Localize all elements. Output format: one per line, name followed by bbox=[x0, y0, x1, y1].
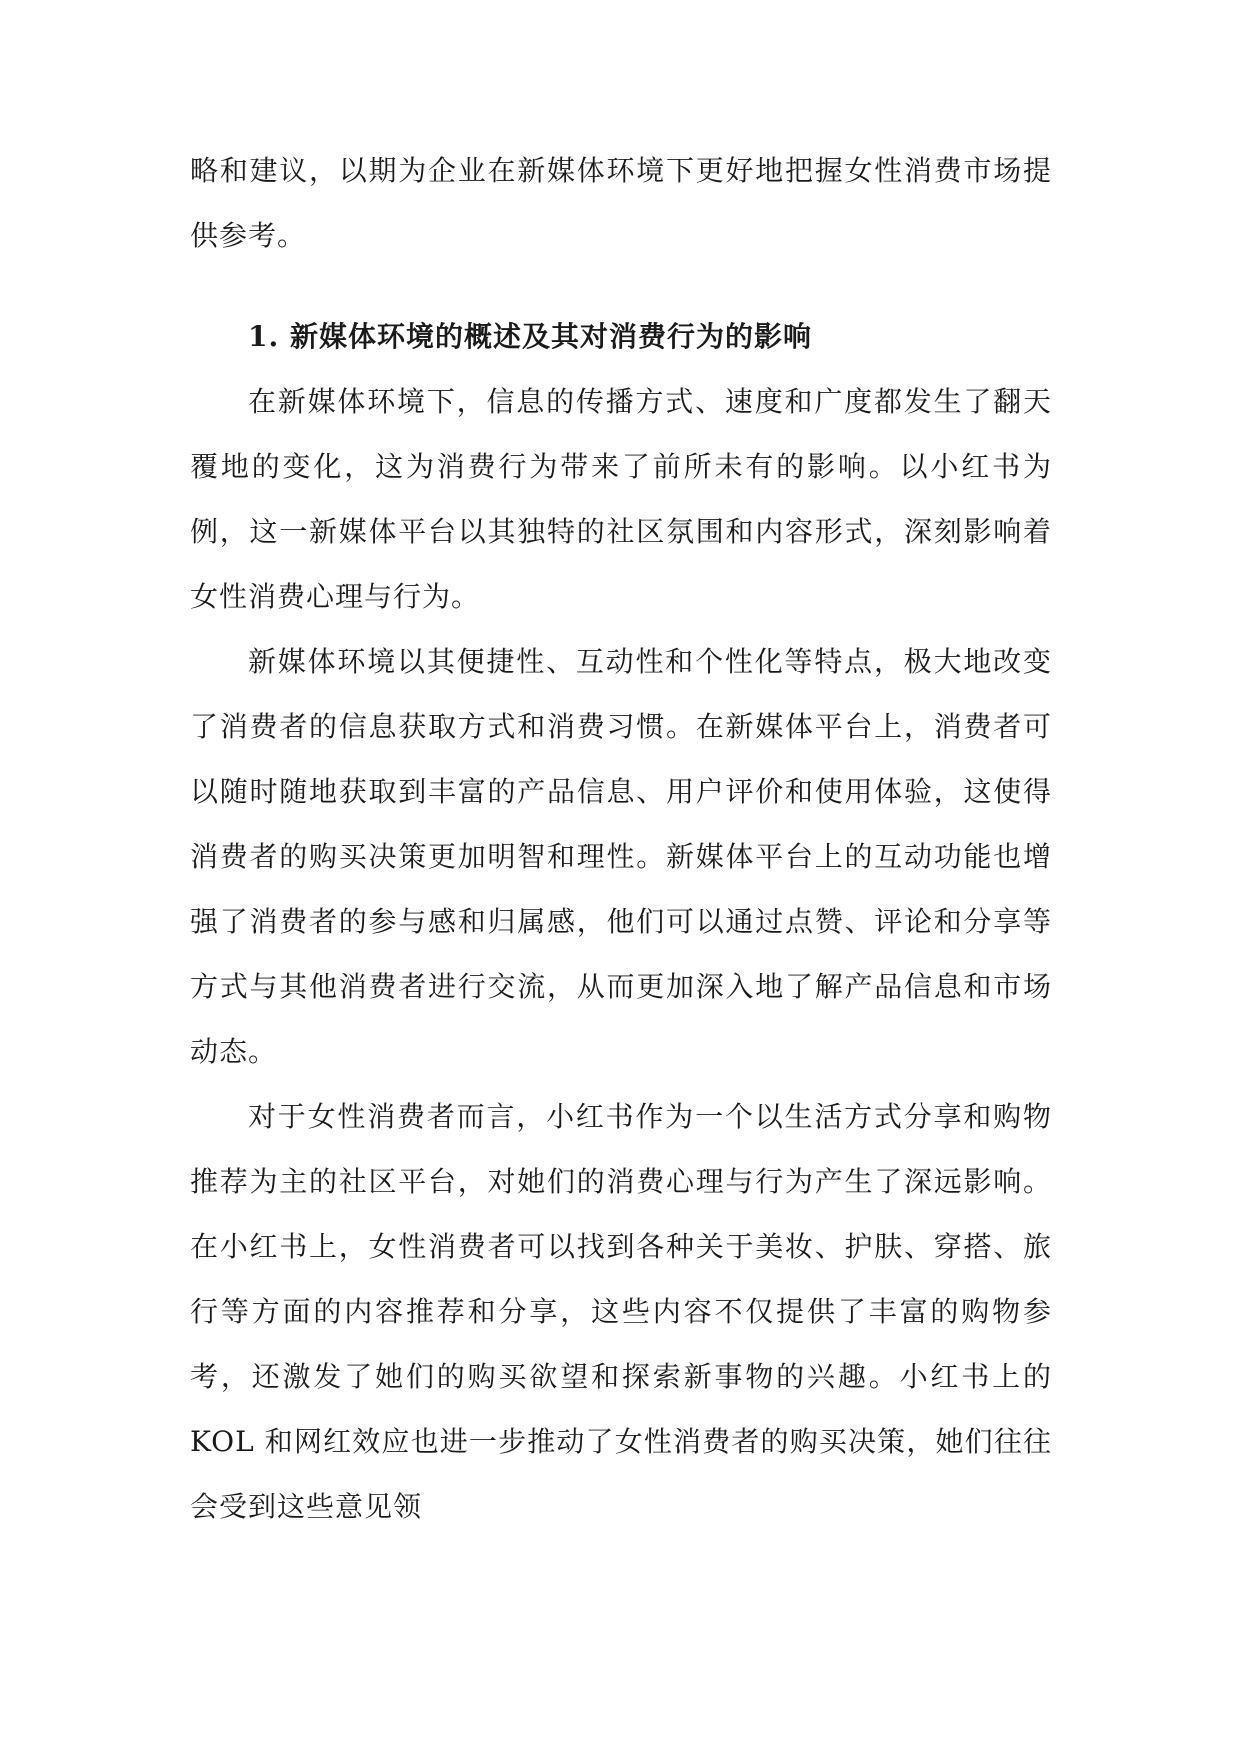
body-paragraph-2: 新媒体环境以其便捷性、互动性和个性化等特点，极大地改变了消费者的信息获取方式和消费习惯。在新媒体平台上，消费者可以随时随地获取到丰富的产品信息、用户评价和使用体验，这使得消费者的购买决策更加明智和理性。新媒体平台上的互动功能也增强了消费者的参与感和归属感，他们可以通过点赞、评论和分享等方式与其他消费者进行交流，从而更加深入地了解产品信息和市场动态。 bbox=[190, 645, 1052, 1068]
paragraph-spacer bbox=[190, 268, 1052, 304]
body-paragraph-3: 对于女性消费者而言，小红书作为一个以生活方式分享和购物推荐为主的社区平台，对她们的消费心理与行为产生了深远影响。在小红书上，女性消费者可以找到各种关于美妆、护肤、穿搭、旅行等方面的内容推荐和分享，这些内容不仅提供了丰富的购物参考，还激发了她们的购买欲望和探索新事物的兴趣。小红书上的 KOL 和网红效应也进一步推动了女性消费者的购买决策，她们往往会受到这些意见领 bbox=[190, 1100, 1052, 1523]
intro-continuation-paragraph: 略和建议，以期为企业在新媒体环境下更好地把握女性消费市场提供参考。 bbox=[190, 154, 1052, 252]
document-page bbox=[190, 138, 1052, 1539]
body-paragraph-1: 在新媒体环境下，信息的传播方式、速度和广度都发生了翻天覆地的变化，这为消费行为带来了前所未有的影响。以小红书为例，这一新媒体平台以其独特的社区氛围和内容形式，深刻影响着女性消费心理与行为。 bbox=[190, 385, 1052, 613]
section-heading: 1. 新媒体环境的概述及其对消费行为的影响 bbox=[248, 320, 812, 353]
